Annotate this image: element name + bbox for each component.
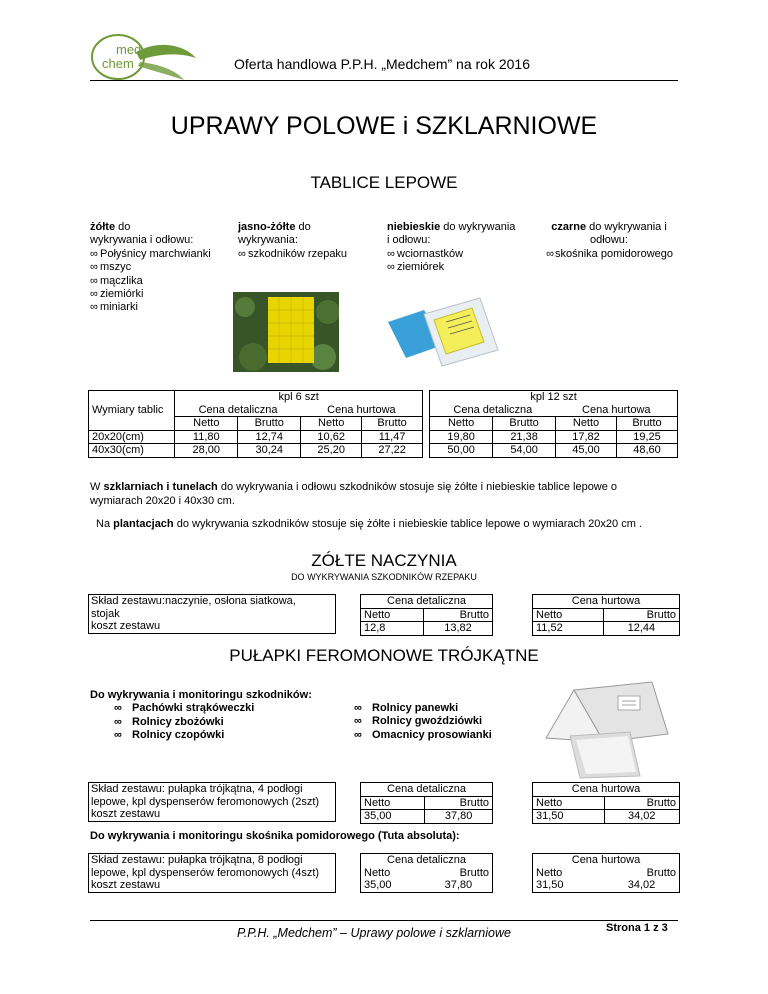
infinity-bullet-icon: ∞: [354, 702, 362, 714]
list-item: ∞ Rolnicy panewki: [354, 702, 459, 714]
naczynia-retail-table: Cena detaliczna Netto Brutto 12,8 13,82: [360, 594, 493, 636]
yellow-trap-photo: [233, 292, 339, 372]
list-item: ∞ Rolnicy gwoździówki: [354, 715, 483, 728]
set1-wholesale-table: Cena hurtowa Netto Brutto 31,50 34,02: [532, 782, 680, 824]
tuta-note: Do wykrywania i monitoringu skośnika pomidorowego (Tuta absoluta):: [90, 830, 460, 842]
header-title: Oferta handlowa P.P.H. „Medchem” na rok 2016: [234, 56, 530, 72]
list-item: ∞ Rolnicy zbożówki: [114, 715, 224, 728]
list-item: ∞skośnika pomidorowego: [546, 247, 673, 260]
infinity-bullet-icon: ∞: [354, 728, 362, 741]
infinity-bullet-icon: ∞: [354, 715, 362, 728]
naczynia-desc: Skład zestawu:naczynie, osłona siatkowa, stojak koszt zestawu: [88, 594, 336, 634]
infinity-bullet-icon: ∞: [114, 729, 122, 742]
list-item: ∞ mączlika: [90, 274, 143, 287]
infinity-bullet-icon: ∞: [114, 715, 122, 728]
list-item: ∞ mszyc: [90, 261, 132, 274]
infinity-bullet-icon: ∞: [114, 702, 122, 715]
infinity-bullet-icon: ∞: [90, 247, 98, 260]
note-plantation: Na plantacjach do wykrywania szkodników stosuje się żółte i niebieskie tablice lepowe o wymiarach 20x20 cm .: [96, 518, 642, 530]
set2-desc: Skład zestawu: pułapka trójkątna, 8 podłogi lepowe, kpl dyspenserów feromonowych (4szt) koszt zestawu: [88, 853, 336, 893]
list-item: ∞ miniarki: [90, 301, 138, 314]
infinity-bullet-icon: ∞: [90, 288, 98, 301]
list-item: ∞ wciornastków: [387, 247, 464, 260]
medchem-logo: [88, 30, 198, 85]
list-item: ∞ ziemiórki: [90, 288, 144, 301]
infinity-bullet-icon: ∞: [546, 247, 554, 260]
trap-column-yellow: żółte do wykrywania i odłowu: ∞ Połyśnicy marchwianki ∞ mszyc ∞ mączlika ∞ ziemiórki ∞ miniarki: [90, 221, 240, 315]
trap-column-light-yellow: jasno-żółte do wykrywania: ∞ szkodników rzepaku: [238, 221, 368, 261]
table-row: 20x20(cm) 11,80 12,74 10,62 11,47 19,80 21,38 17,82 19,25: [89, 430, 678, 444]
list-item: ∞ Rolnicy czopówki: [114, 729, 225, 742]
list-item: ∞ szkodników rzepaku: [238, 247, 348, 260]
set2-retail-table: Cena detaliczna Netto Brutto 35,00 37,80: [360, 853, 493, 893]
logo-text-med: med: [116, 42, 142, 57]
set2-wholesale-table: Cena hurtowa Netto Brutto 31,50 34,02: [532, 853, 680, 893]
set1-retail-table: Cena detaliczna Netto Brutto 35,00 37,80: [360, 782, 493, 824]
set1-desc: Skład zestawu: pułapka trójkątna, 4 podłogi lepowe, kpl dyspenserów feromonowych (2szt) koszt zestawu: [88, 782, 336, 822]
trap-column-blue: niebieskie do wykrywania i odłowu: ∞ wciornastków ∞ ziemiórek: [387, 221, 537, 275]
infinity-bullet-icon: ∞: [238, 247, 246, 260]
note-greenhouse: W szklarniach i tunelach do wykrywania i odłowu szkodników stosuje się żółte i niebieskie tablice lepowe o wymiarach 20x20 i 40x30 cm.: [90, 481, 618, 507]
footer-text: P.P.H. „Medchem” – Uprawy polowe i szklarniowe: [237, 926, 511, 940]
section-subheading-naczynia: DO WYKRYWANIA SZKODNIKÓW RZEPAKU: [291, 572, 477, 582]
page-number: Strona 1 z 3: [606, 922, 668, 934]
trap-column-black: czarne do wykrywania i odłowu: ∞skośnika pomidorowego: [534, 221, 684, 261]
list-item: ∞ Omacnicy prosowianki: [354, 728, 492, 741]
dim-header: Wymiary tablic: [89, 391, 175, 431]
infinity-bullet-icon: ∞: [90, 274, 98, 287]
list-item: ∞ ziemiórek: [387, 261, 445, 274]
infinity-bullet-icon: ∞: [90, 261, 98, 274]
list-item: ∞ Pachówki strąkóweczki: [114, 702, 255, 715]
footer-rule: [90, 920, 678, 921]
section-heading-tablice: TABLICE LEPOWE: [310, 173, 458, 192]
pack12-header: kpl 12 szt: [430, 391, 678, 404]
page-title: UPRAWY POLOWE i SZKLARNIOWE: [170, 112, 598, 140]
triangular-trap-photo: [540, 676, 672, 779]
infinity-bullet-icon: ∞: [90, 301, 98, 314]
section-heading-naczynia: ZÓŁTE NACZYNIA: [311, 551, 457, 570]
naczynia-wholesale-table: Cena hurtowa Netto Brutto 11,52 12,44: [532, 594, 680, 636]
color-label: żółte: [90, 221, 116, 233]
header-rule: [90, 80, 678, 81]
infinity-bullet-icon: ∞: [387, 247, 395, 260]
price-table-tablice: Wymiary tablic kpl 6 szt kpl 12 szt Cena detaliczna Cena hurtowa Cena detaliczna Cena hurtowa Netto Brutto Netto Brutto Netto Brutto Netto Brutto 20x20(cm) 11,80 12,74 10,62 11,47 19,80 21,38 17,82 19,25 40x30(cm) 28,00 30,24 25,20 27,22 50,00 54,00 45,00 48,60: [88, 390, 678, 458]
list-item: ∞ Połyśnicy marchwianki: [90, 247, 211, 260]
infinity-bullet-icon: ∞: [387, 261, 395, 274]
pulapki-left: Do wykrywania i monitoringu szkodników: ∞ Pachówki strąkóweczki ∞ Rolnicy zbożówki ∞ Rolnicy czopówki: [90, 689, 350, 743]
pack6-header: kpl 6 szt: [175, 391, 423, 404]
logo-text-chem: chem: [102, 56, 134, 71]
table-row: 40x30(cm) 28,00 30,24 25,20 27,22 50,00 54,00 45,00 48,60: [89, 444, 678, 458]
pulapki-right: [354, 702, 534, 742]
blue-trap-photo: [384, 292, 502, 372]
section-heading-pulapki: PUŁAPKI FEROMONOWE TRÓJKĄTNE: [229, 646, 539, 665]
